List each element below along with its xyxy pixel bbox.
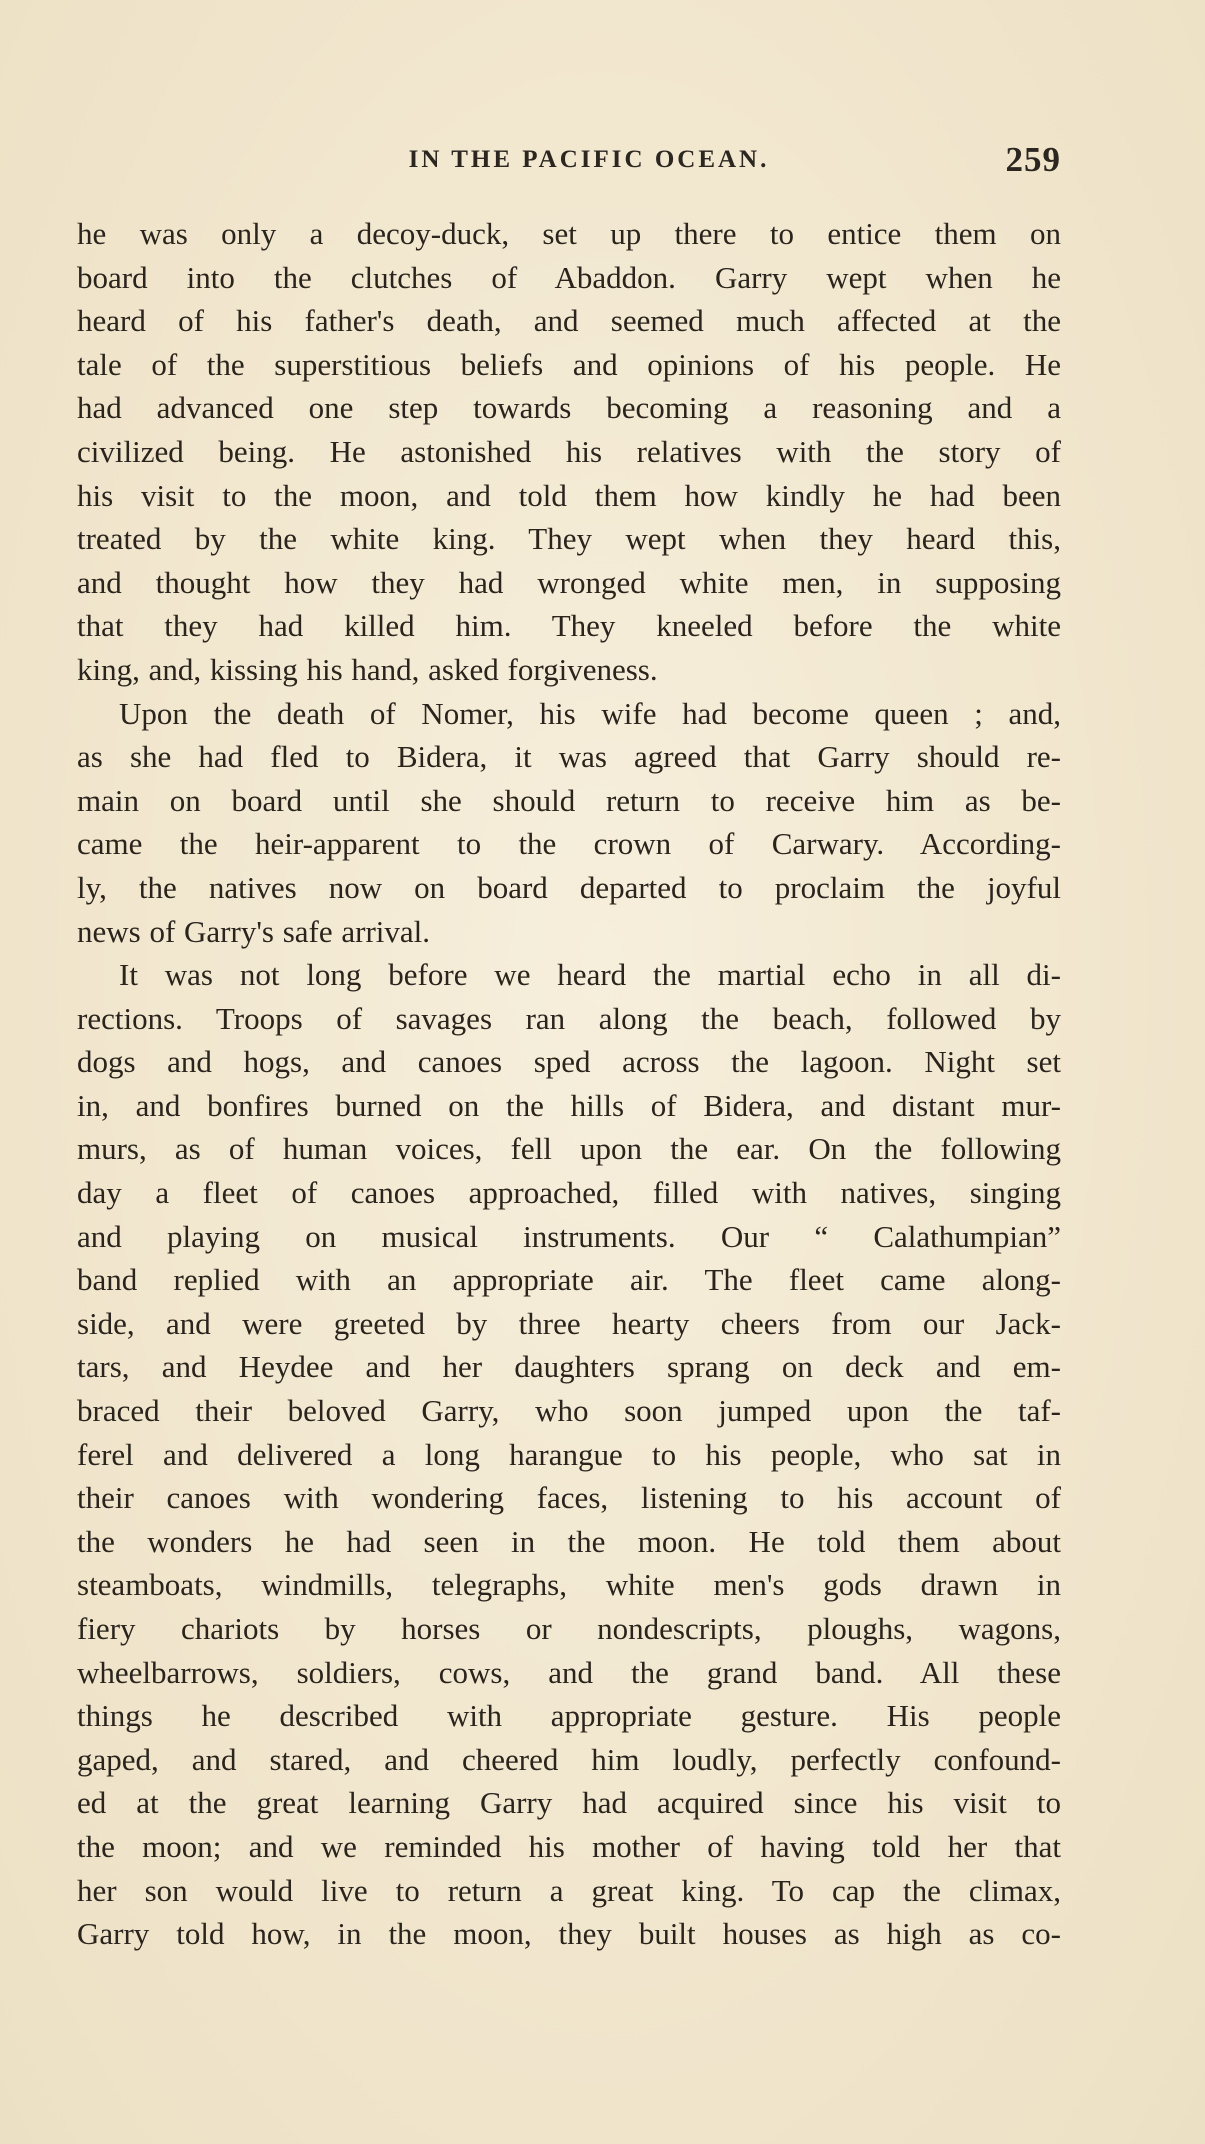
text-line: heard of his father's death, and seemed much affected at the (77, 303, 1061, 339)
text-line: king, and, kissing his hand, asked forgiveness. (77, 651, 658, 687)
text-line: their canoes with wondering faces, listening to his account of (77, 1480, 1061, 1516)
text-line: dogs and hogs, and canoes sped across the lagoon. Night set (77, 1044, 1061, 1080)
text-line: main on board until she should return to receive him as be- (77, 782, 1061, 818)
page-number: 259 (1005, 140, 1061, 179)
text-line: treated by the white king. They wept when they heard this, (77, 521, 1061, 557)
text-line: and thought how they had wronged white men, in supposing (77, 564, 1061, 600)
text-line: ly, the natives now on board departed to proclaim the joyful (77, 869, 1061, 905)
text-line: day a fleet of canoes approached, filled with natives, singing (77, 1175, 1061, 1211)
paragraph-2 (77, 692, 1061, 954)
text-line: fiery chariots by horses or nondescripts, ploughs, wagons, (77, 1611, 1061, 1646)
text-line: rections. Troops of savages ran along the beach, followed by (77, 1000, 1061, 1036)
text-line: braced their beloved Garry, who soon jumped upon the taf- (77, 1393, 1061, 1429)
text-line: It was not long before we heard the martial echo in all di- (119, 957, 1061, 993)
text-line: ed at the great learning Garry had acquired since his visit to (77, 1785, 1061, 1821)
text-line: steamboats, windmills, telegraphs, white men's gods drawn in (77, 1567, 1061, 1603)
text-line: side, and were greeted by three hearty cheers from our Jack- (77, 1305, 1061, 1341)
text-line: tale of the superstitious beliefs and opinions of his people. He (77, 346, 1061, 382)
text-line: and playing on musical instruments. Our “ Calathumpian” (77, 1218, 1061, 1254)
text-line: Upon the death of Nomer, his wife had become queen ; and, (119, 695, 1061, 731)
text-line: he was only a decoy-duck, set up there to entice them on (77, 216, 1061, 251)
text-line: the wonders he had seen in the moon. He told them about (77, 1523, 1061, 1559)
running-head: IN THE PACIFIC OCEAN. (408, 146, 770, 173)
text-line: as she had fled to Bidera, it was agreed that Garry should re- (77, 739, 1061, 775)
text-line: civilized being. He astonished his relatives with the story of (77, 433, 1061, 469)
body-text (77, 212, 1061, 1956)
page-header (77, 142, 1061, 182)
text-line: in, and bonfires burned on the hills of Bidera, and distant mur- (77, 1087, 1061, 1123)
text-line: things he described with appropriate gesture. His people (77, 1698, 1061, 1734)
text-line: tars, and Heydee and her daughters sprang on deck and em- (77, 1349, 1061, 1385)
text-line: gaped, and stared, and cheered him loudly, perfectly confound- (77, 1741, 1061, 1777)
paragraph-3 (77, 953, 1061, 1956)
text-line: came the heir-apparent to the crown of Carwary. According- (77, 826, 1061, 862)
text-line: his visit to the moon, and told them how kindly he had been (77, 477, 1061, 513)
text-line: wheelbarrows, soldiers, cows, and the grand band. All these (77, 1654, 1061, 1690)
paragraph-1 (77, 212, 1061, 692)
text-line: news of Garry's safe arrival. (77, 913, 431, 949)
text-line: murs, as of human voices, fell upon the ear. On the following (77, 1131, 1061, 1167)
text-line: Garry told how, in the moon, they built houses as high as co- (77, 1916, 1061, 1952)
text-line: her son would live to return a great king. To cap the climax, (77, 1872, 1061, 1908)
text-line: that they had killed him. They kneeled before the white (77, 608, 1061, 644)
text-line: band replied with an appropriate air. The fleet came along- (77, 1262, 1061, 1298)
text-line: ferel and delivered a long harangue to his people, who sat in (77, 1436, 1061, 1472)
text-line: the moon; and we reminded his mother of having told her that (77, 1828, 1061, 1864)
text-line: board into the clutches of Abaddon. Garry wept when he (77, 259, 1061, 295)
text-line: had advanced one step towards becoming a reasoning and a (77, 390, 1061, 426)
